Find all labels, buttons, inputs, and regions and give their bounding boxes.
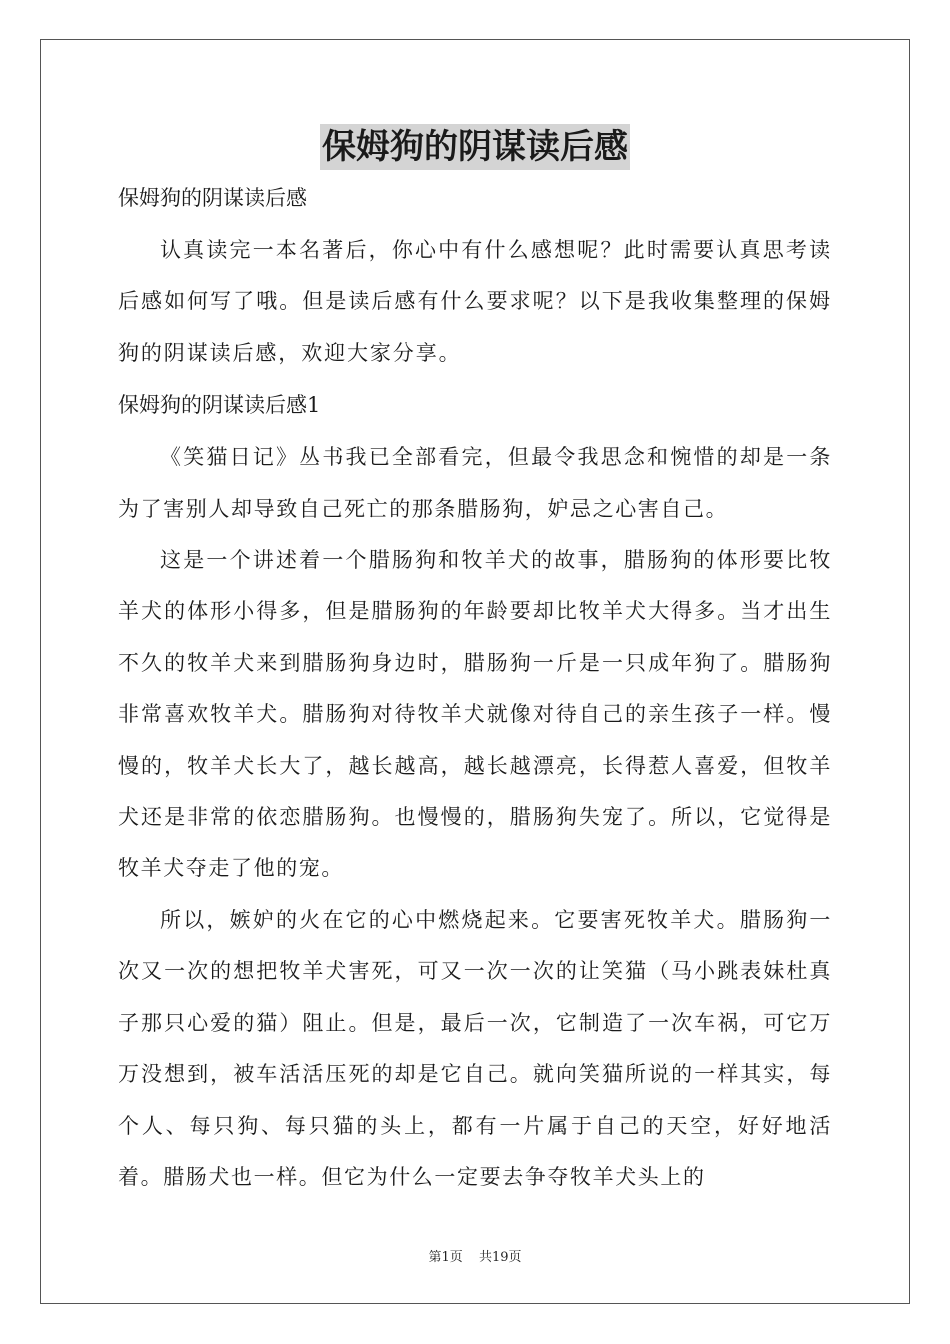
title-container bbox=[0, 124, 950, 170]
body-paragraph-1: 《笑猫日记》丛书我已全部看完，但最令我思念和惋惜的却是一条为了害别人却导致自己死亡的那条腊肠狗，妒忌之心害自己。 bbox=[118, 445, 832, 521]
section-heading: 保姆狗的阴谋读后感1 bbox=[118, 393, 321, 418]
page-total: 共19页 bbox=[478, 1250, 522, 1265]
body-paragraph-3: 所以，嫉妒的火在它的心中燃烧起来。它要害死牧羊犬。腊肠狗一次又一次的想把牧羊犬害死，可又一次一次的让笑猫（马小跳表妹杜真子那只心爱的猫）阻止。但是，最后一次，它制造了一次车祸，可它万万没想到，被车活活压死的却是它自己。就向笑猫所说的一样其实，每个人、每只狗、每只猫的头上，都有一片属于自己的天空，好好地活着。腊肠犬也一样。但它为什么一定要去争夺牧羊犬头上的 bbox=[118, 907, 832, 1189]
body-paragraph-2: 这是一个讲述着一个腊肠狗和牧羊犬的故事，腊肠狗的体形要比牧羊犬的体形小得多，但是腊肠狗的年龄要却比牧羊犬大得多。当才出生不久的牧羊犬来到腊肠狗身边时，腊肠狗一斤是一只成年狗了。腊肠狗非常喜欢牧羊犬。腊肠狗对待牧羊犬就像对待自己的亲生孩子一样。慢慢的，牧羊犬长大了，越长越高，越长越漂亮，长得惹人喜爱，但牧羊犬还是非常的依恋腊肠狗。也慢慢的，腊肠狗失宠了。所以，它觉得是牧羊犬夺走了他的宠。 bbox=[118, 548, 832, 881]
document-subtitle: 保姆狗的阴谋读后感 bbox=[118, 186, 307, 210]
document-title: 保姆狗的阴谋读后感 bbox=[320, 124, 630, 170]
page-footer bbox=[0, 1246, 950, 1265]
page-number: 第1页 bbox=[428, 1250, 463, 1265]
intro-paragraph: 认真读完一本名著后，你心中有什么感想呢？此时需要认真思考读后感如何写了哦。但是读后感有什么要求呢？以下是我收集整理的保姆狗的阴谋读后感，欢迎大家分享。 bbox=[118, 238, 832, 365]
document-body bbox=[118, 172, 832, 1203]
